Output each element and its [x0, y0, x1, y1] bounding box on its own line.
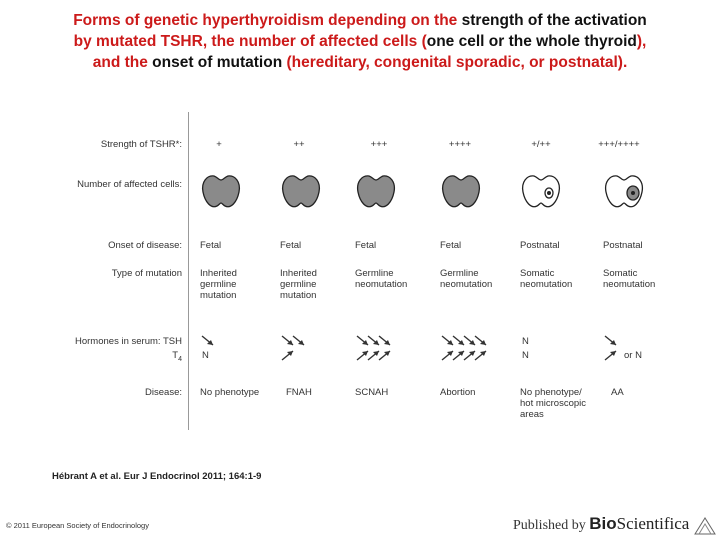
disease-line: areas — [520, 409, 544, 420]
t4-up-arrows-icon — [280, 348, 299, 367]
disease-line: No phenotype — [200, 387, 260, 398]
mutation-line: neomutation — [520, 279, 573, 290]
publisher-mark-icon — [693, 514, 717, 536]
title-segment: onset of mutation — [152, 54, 287, 71]
title-segment: (hereditary, congenital sporadic, or postnatal). — [286, 54, 628, 71]
disease-line: AA — [611, 387, 624, 398]
t4-text: N — [522, 350, 529, 361]
onset-value: Fetal — [440, 240, 462, 251]
title-segment: ), — [636, 33, 647, 50]
onset-value: Postnatal — [520, 240, 560, 251]
mutation-line: neomutation — [603, 279, 656, 290]
disease-value — [611, 387, 624, 398]
strength-value: ++++ — [448, 139, 472, 150]
row-label-mutation: Type of mutation — [111, 268, 182, 279]
disease-line: No phenotype/ — [520, 387, 582, 398]
mutation-type — [603, 268, 655, 290]
row-label-t4 — [70, 350, 182, 363]
disease-value — [355, 387, 388, 398]
disease-line: FNAH — [286, 387, 312, 398]
mutation-line: Somatic — [520, 268, 555, 279]
t4-subscript: 4 — [178, 355, 182, 363]
t4-text: N — [202, 350, 209, 361]
mutation-line: germline — [200, 279, 237, 290]
strength-value: +++ — [370, 139, 388, 150]
t4-text: or N — [624, 350, 642, 361]
onset-value: Fetal — [280, 240, 302, 251]
disease-value — [440, 387, 475, 398]
title-segment: by mutated TSHR, the number of affected cells ( — [73, 33, 427, 50]
row-label-cells: Number of affected cells: — [77, 179, 182, 190]
mutation-type — [355, 268, 407, 290]
mutation-line: neomutation — [355, 279, 408, 290]
mutation-type — [440, 268, 492, 290]
row-label-hormones: Hormones in serum: TSH — [75, 336, 182, 347]
tsh-text: N — [522, 336, 529, 347]
t4-up-arrows-icon — [440, 348, 492, 367]
disease-line: hot microscopic — [520, 398, 586, 409]
t4-up-arrows-icon — [603, 348, 622, 367]
disease-value — [200, 387, 259, 398]
mutation-line: Somatic — [603, 268, 638, 279]
row-label-strength: Strength of TSHR*: — [100, 139, 182, 150]
onset-value: Fetal — [355, 240, 377, 251]
thyroid-full-icon — [439, 172, 483, 217]
column-divider — [188, 112, 189, 430]
slide-title — [10, 10, 710, 73]
t4-up-arrows-icon — [355, 348, 396, 367]
strength-value: +++/++++ — [598, 139, 640, 150]
mutation-type — [280, 268, 317, 301]
thyroid-nodule-icon — [602, 172, 646, 217]
publisher-bio: Bio — [589, 514, 617, 533]
onset-value: Fetal — [200, 240, 222, 251]
copyright: © 2011 European Society of Endocrinology — [6, 521, 149, 530]
disease-value — [286, 387, 312, 398]
strength-value: + — [216, 139, 222, 150]
row-label-disease: Disease: — [145, 387, 182, 398]
title-segment: strength of the activation — [461, 12, 647, 29]
mutation-line: mutation — [280, 290, 317, 301]
thyroid-nodule-icon — [519, 172, 563, 217]
onset-value: Postnatal — [603, 240, 643, 251]
strength-value: +/++ — [531, 139, 551, 150]
mutation-line: Inherited — [280, 268, 317, 279]
citation: Hébrant A et al. Eur J Endocrinol 2011; 164:1-9 — [52, 471, 262, 482]
disease-line: SCNAH — [355, 387, 389, 398]
mutation-line: Germline — [440, 268, 479, 279]
thyroid-full-icon — [199, 172, 243, 217]
strength-value: ++ — [293, 139, 305, 150]
mutation-line: mutation — [200, 290, 237, 301]
mutation-line: neomutation — [440, 279, 493, 290]
row-label-onset: Onset of disease: — [108, 240, 182, 251]
mutation-line: Germline — [355, 268, 394, 279]
publisher-logo — [513, 514, 689, 534]
thyroid-full-icon — [279, 172, 323, 217]
disease-value — [520, 387, 586, 420]
title-segment: and the — [92, 54, 153, 71]
t4-label: T — [172, 350, 179, 361]
title-segment: one cell or the whole thyroid — [426, 33, 637, 50]
mutation-type — [200, 268, 237, 301]
mutation-line: germline — [280, 279, 317, 290]
thyroid-full-icon — [354, 172, 398, 217]
publisher-prefix: Published by — [513, 518, 590, 533]
title-segment: Forms of genetic hyperthyroidism depending on the — [73, 12, 462, 29]
publisher-sci: Scientifica — [616, 514, 690, 533]
mutation-type — [520, 268, 572, 290]
disease-line: Abortion — [440, 387, 476, 398]
mutation-line: Inherited — [200, 268, 237, 279]
